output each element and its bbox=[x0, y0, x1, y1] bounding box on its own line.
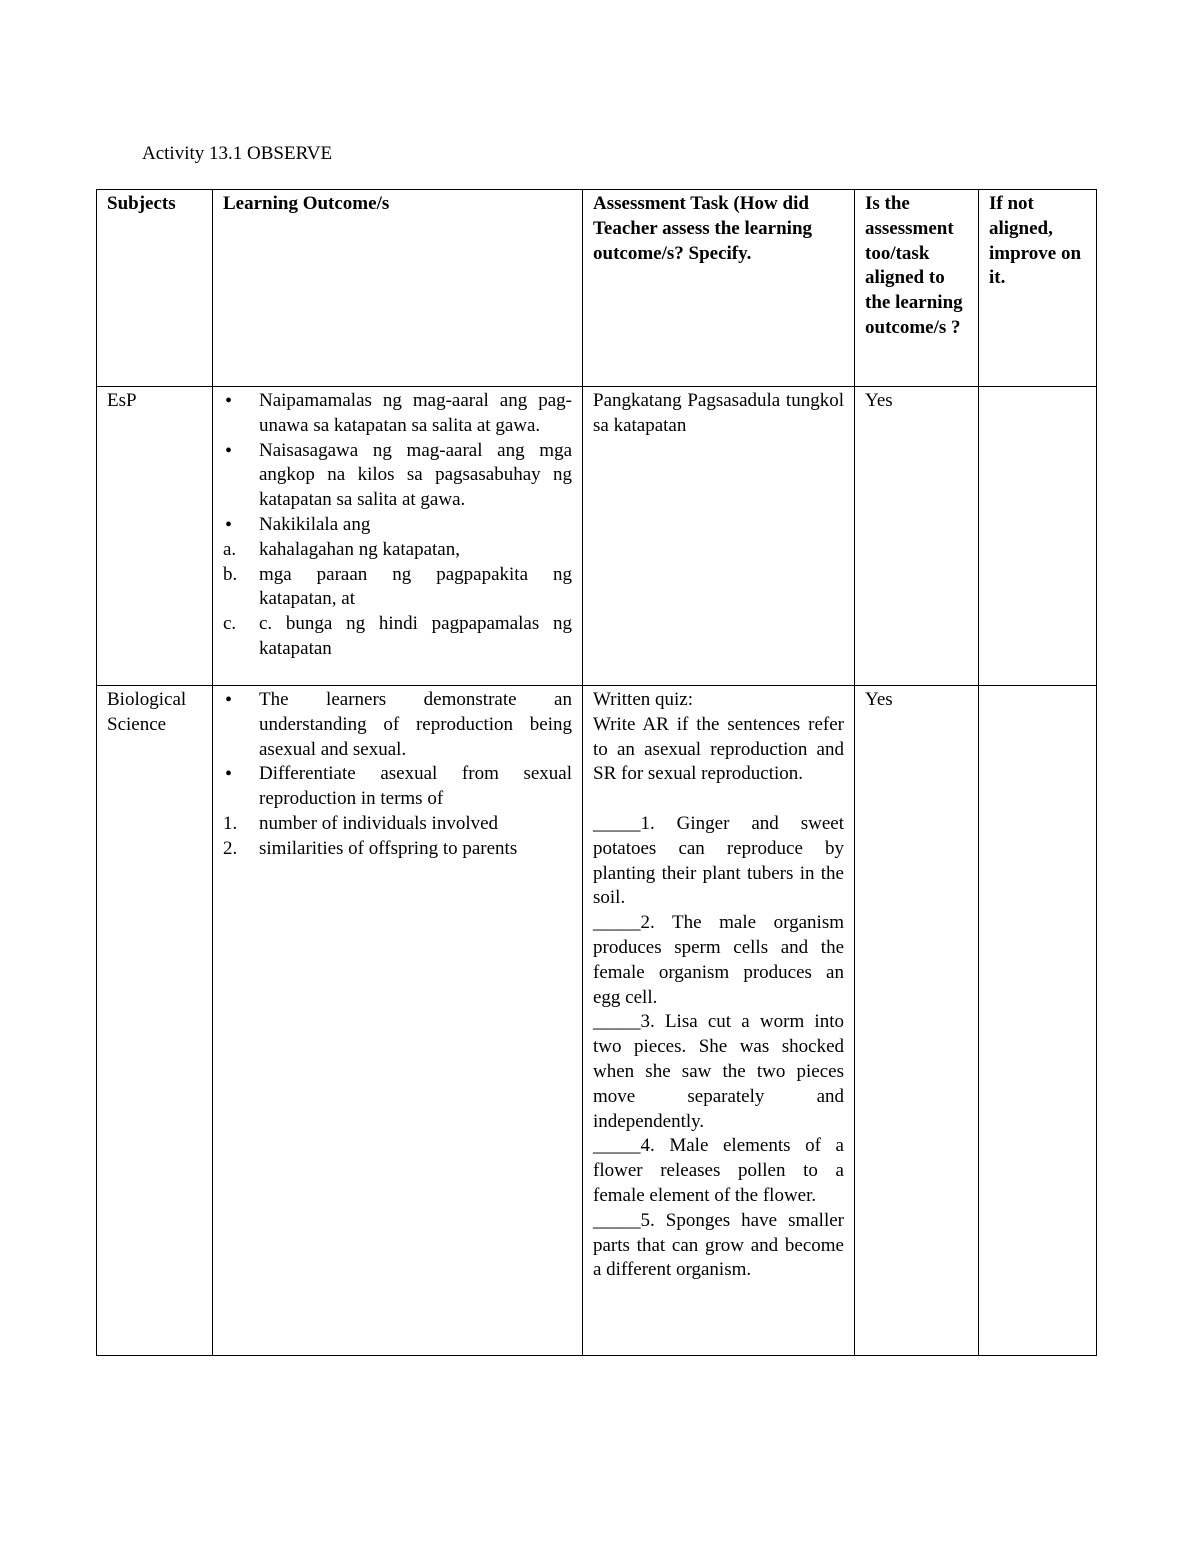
observation-table bbox=[96, 189, 1097, 1356]
outcomes-cell bbox=[213, 686, 583, 1356]
improve-cell bbox=[979, 387, 1097, 686]
header-assessment-task: Assessment Task (How did Teacher assess the learning outcome/s? Specify. bbox=[583, 190, 855, 387]
header-aligned: Is the assessment too/task aligned to the learning outcome/s ? bbox=[855, 190, 979, 387]
sub-item-marker: 2. bbox=[223, 837, 238, 859]
sub-item bbox=[223, 837, 572, 862]
sub-item bbox=[223, 812, 572, 837]
assessment-cell bbox=[583, 686, 855, 1356]
quiz-intro: Written quiz: bbox=[593, 689, 694, 710]
outcome-item-text: Differentiate asexual from sexual reproduction in terms of bbox=[259, 763, 572, 810]
aligned-cell: Yes bbox=[855, 387, 979, 686]
quiz-item: _____1. Ginger and sweet potatoes can reproduce by planting their plant tubers in the soil. bbox=[593, 812, 844, 909]
header-improve: If not aligned, improve on it. bbox=[979, 190, 1097, 387]
subject-cell: Biological Science bbox=[97, 686, 213, 1356]
sub-item-text: kahalagahan ng katapatan, bbox=[259, 538, 460, 560]
outcome-item: • Naisasagawa ng mag-aaral ang mga angkop na kilos sa pagsasabuhay ng katapatan sa salita at gawa. bbox=[223, 439, 572, 513]
quiz-item: _____2. The male organism produces sperm cells and the female organism produces an egg cell. bbox=[593, 912, 844, 1008]
outcome-item: • Naipamamalas ng mag-aaral ang pag-unawa sa katapatan sa salita at gawa. bbox=[223, 389, 572, 439]
aligned-cell: Yes bbox=[855, 686, 979, 1356]
sub-item bbox=[223, 563, 572, 613]
sub-item-text: similarities of offspring to parents bbox=[259, 837, 518, 859]
outcomes-cell bbox=[213, 387, 583, 686]
quiz-item: _____3. Lisa cut a worm into two pieces. She was shocked when she saw the two pieces move separately and independently. bbox=[593, 1011, 844, 1132]
sub-item-marker: b. bbox=[223, 563, 238, 585]
sub-item-text: c. bunga ng hindi pagpapamalas ng katapatan bbox=[259, 613, 572, 659]
sub-item bbox=[223, 538, 572, 563]
page-title: Activity 13.1 OBSERVE bbox=[142, 143, 333, 164]
header-row bbox=[97, 190, 1097, 387]
outcome-item-text: Nakikilala ang bbox=[259, 513, 371, 535]
subject-cell: EsP bbox=[97, 387, 213, 686]
improve-cell bbox=[979, 686, 1097, 1356]
table-row bbox=[97, 686, 1097, 1356]
outcome-item bbox=[223, 762, 572, 861]
table-row bbox=[97, 387, 1097, 686]
sub-item-marker: c. bbox=[223, 613, 237, 635]
sub-item-text: number of individuals involved bbox=[259, 812, 499, 834]
quiz-instruction: Write AR if the sentences refer to an asexual reproduction and SR for sexual reproduction. bbox=[593, 713, 844, 785]
sub-item-text: mga paraan ng pagpapakita ng katapatan, at bbox=[259, 563, 572, 610]
assessment-cell: Pangkatang Pagsasadula tungkol sa katapatan bbox=[583, 387, 855, 686]
sub-item-marker: 1. bbox=[223, 812, 238, 834]
quiz-item: _____5. Sponges have smaller parts that can grow and become a different organism. bbox=[593, 1209, 844, 1281]
quiz-item: _____4. Male elements of a flower releases pollen to a female element of the flower. bbox=[593, 1135, 844, 1206]
sub-item-marker: a. bbox=[223, 538, 237, 560]
sub-item bbox=[223, 612, 572, 662]
outcome-item bbox=[223, 513, 572, 662]
outcome-item: • The learners demonstrate an understanding of reproduction being asexual and sexual. bbox=[223, 688, 572, 762]
header-subjects: Subjects bbox=[97, 190, 213, 387]
header-learning-outcomes: Learning Outcome/s bbox=[213, 190, 583, 387]
